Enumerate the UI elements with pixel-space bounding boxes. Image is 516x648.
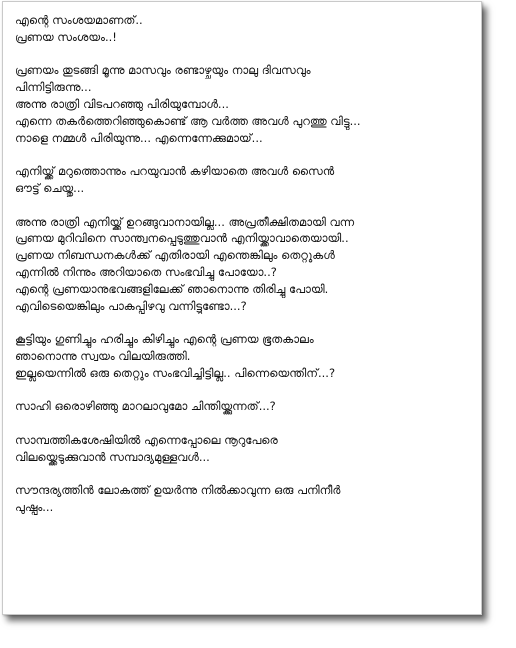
text-line: അന്നു രാത്രി എനിയ്ക്ക് ഉറങ്ങുവാനായില്ല... അപ്രതീക്ഷിതമായി വന്ന <box>15 214 355 229</box>
paragraph <box>15 214 475 315</box>
text-line: എനിയ്ക്ക് മറുത്തൊന്നും പറയുവാൻ കഴിയാതെ അവൾ സൈൻ <box>15 164 335 179</box>
text-line: എവിടെയെങ്കിലും പാകപ്പിഴവു വന്നിട്ടുണ്ടോ...? <box>15 298 247 313</box>
text-line: എന്നെ തകർത്തെറിഞ്ഞുകൊണ്ട് ആ വർത്ത അവൾ പുറത്തു വിട്ടു... <box>15 113 361 128</box>
paragraph <box>15 12 475 46</box>
text-line: പിന്നിട്ടിരുന്നു... <box>15 80 92 95</box>
text-line: നാളെ നമ്മൾ പിരിയുന്നു... എന്നെന്നേക്കുമായ്... <box>15 130 263 145</box>
paragraph <box>15 398 475 415</box>
text-line: പ്രണയ നിബന്ധനകൾക്ക് എതിരായി എന്തെങ്കിലും തെറ്റുകൾ <box>15 248 335 263</box>
text-line: എന്നിൽ നിന്നും അറിയാതെ സംഭവിച്ചു പോയോ..? <box>15 264 277 279</box>
text-line: വിലയ്ക്കെടുക്കുവാൻ സമ്പാദ്യമുള്ളവൾ... <box>15 449 210 464</box>
paragraph <box>15 62 475 146</box>
text-line: പ്രണയ സംശയം..! <box>15 29 117 44</box>
paragraph <box>15 482 475 516</box>
paragraph <box>15 331 475 381</box>
text-line: പ്രണയം തുടങ്ങി മൂന്നു മാസവും രണ്ടാഴ്ചയും നാലു ദിവസവും <box>15 63 311 78</box>
paragraph <box>15 163 475 197</box>
text-line: ഔട്ട് ചെയ്തു... <box>15 180 85 195</box>
text-line: ഇല്ലയെന്നിൽ ഒരു തെറ്റും സംഭവിച്ചിട്ടില്ല.. പിന്നെയെന്തിന്...? <box>15 365 336 380</box>
text-line: കൂട്ടിയും ഗുണിച്ചും ഹരിച്ചും കിഴിച്ചും എന്റെ പ്രണയ ഭൂതകാലം <box>15 332 314 347</box>
text-line: സാഹി ഒരൊഴിഞ്ഞു മാറലാവുമോ ചിന്തിയ്ക്കുന്നത്...? <box>15 399 276 414</box>
paragraph <box>15 432 475 466</box>
text-line: ഞാനൊന്നു സ്വയം വിലയിരുത്തി. <box>15 348 191 363</box>
text-line: പ്രണയ മുറിവിനെ സാന്ത്വനപ്പെടുത്തുവാൻ എനിയ്ക്കാവാതെയായി.. <box>15 231 349 246</box>
text-line: പുഷ്പം... <box>15 500 54 515</box>
poem-body <box>15 12 475 533</box>
text-line: എന്റെ സംശയമാണത്.. <box>15 13 143 27</box>
text-line: അന്നു രാത്രി വിടപറഞ്ഞു പിരിയുമ്പോൾ... <box>15 96 229 111</box>
text-card <box>2 1 482 615</box>
text-line: സൗന്ദര്യത്തിൻ ലോകത്ത് ഉയർന്നു നിൽക്കാവുന്ന ഒരു പനിനീർ <box>15 483 341 498</box>
text-line: എന്റെ പ്രണയാനുഭവങ്ങളിലേക്ക് ഞാനൊന്നു തിരിച്ചു പോയി. <box>15 281 329 296</box>
text-line: സാമ്പത്തികശേഷിയിൽ എന്നെപ്പോലെ നൂറുപേരെ <box>15 432 278 447</box>
